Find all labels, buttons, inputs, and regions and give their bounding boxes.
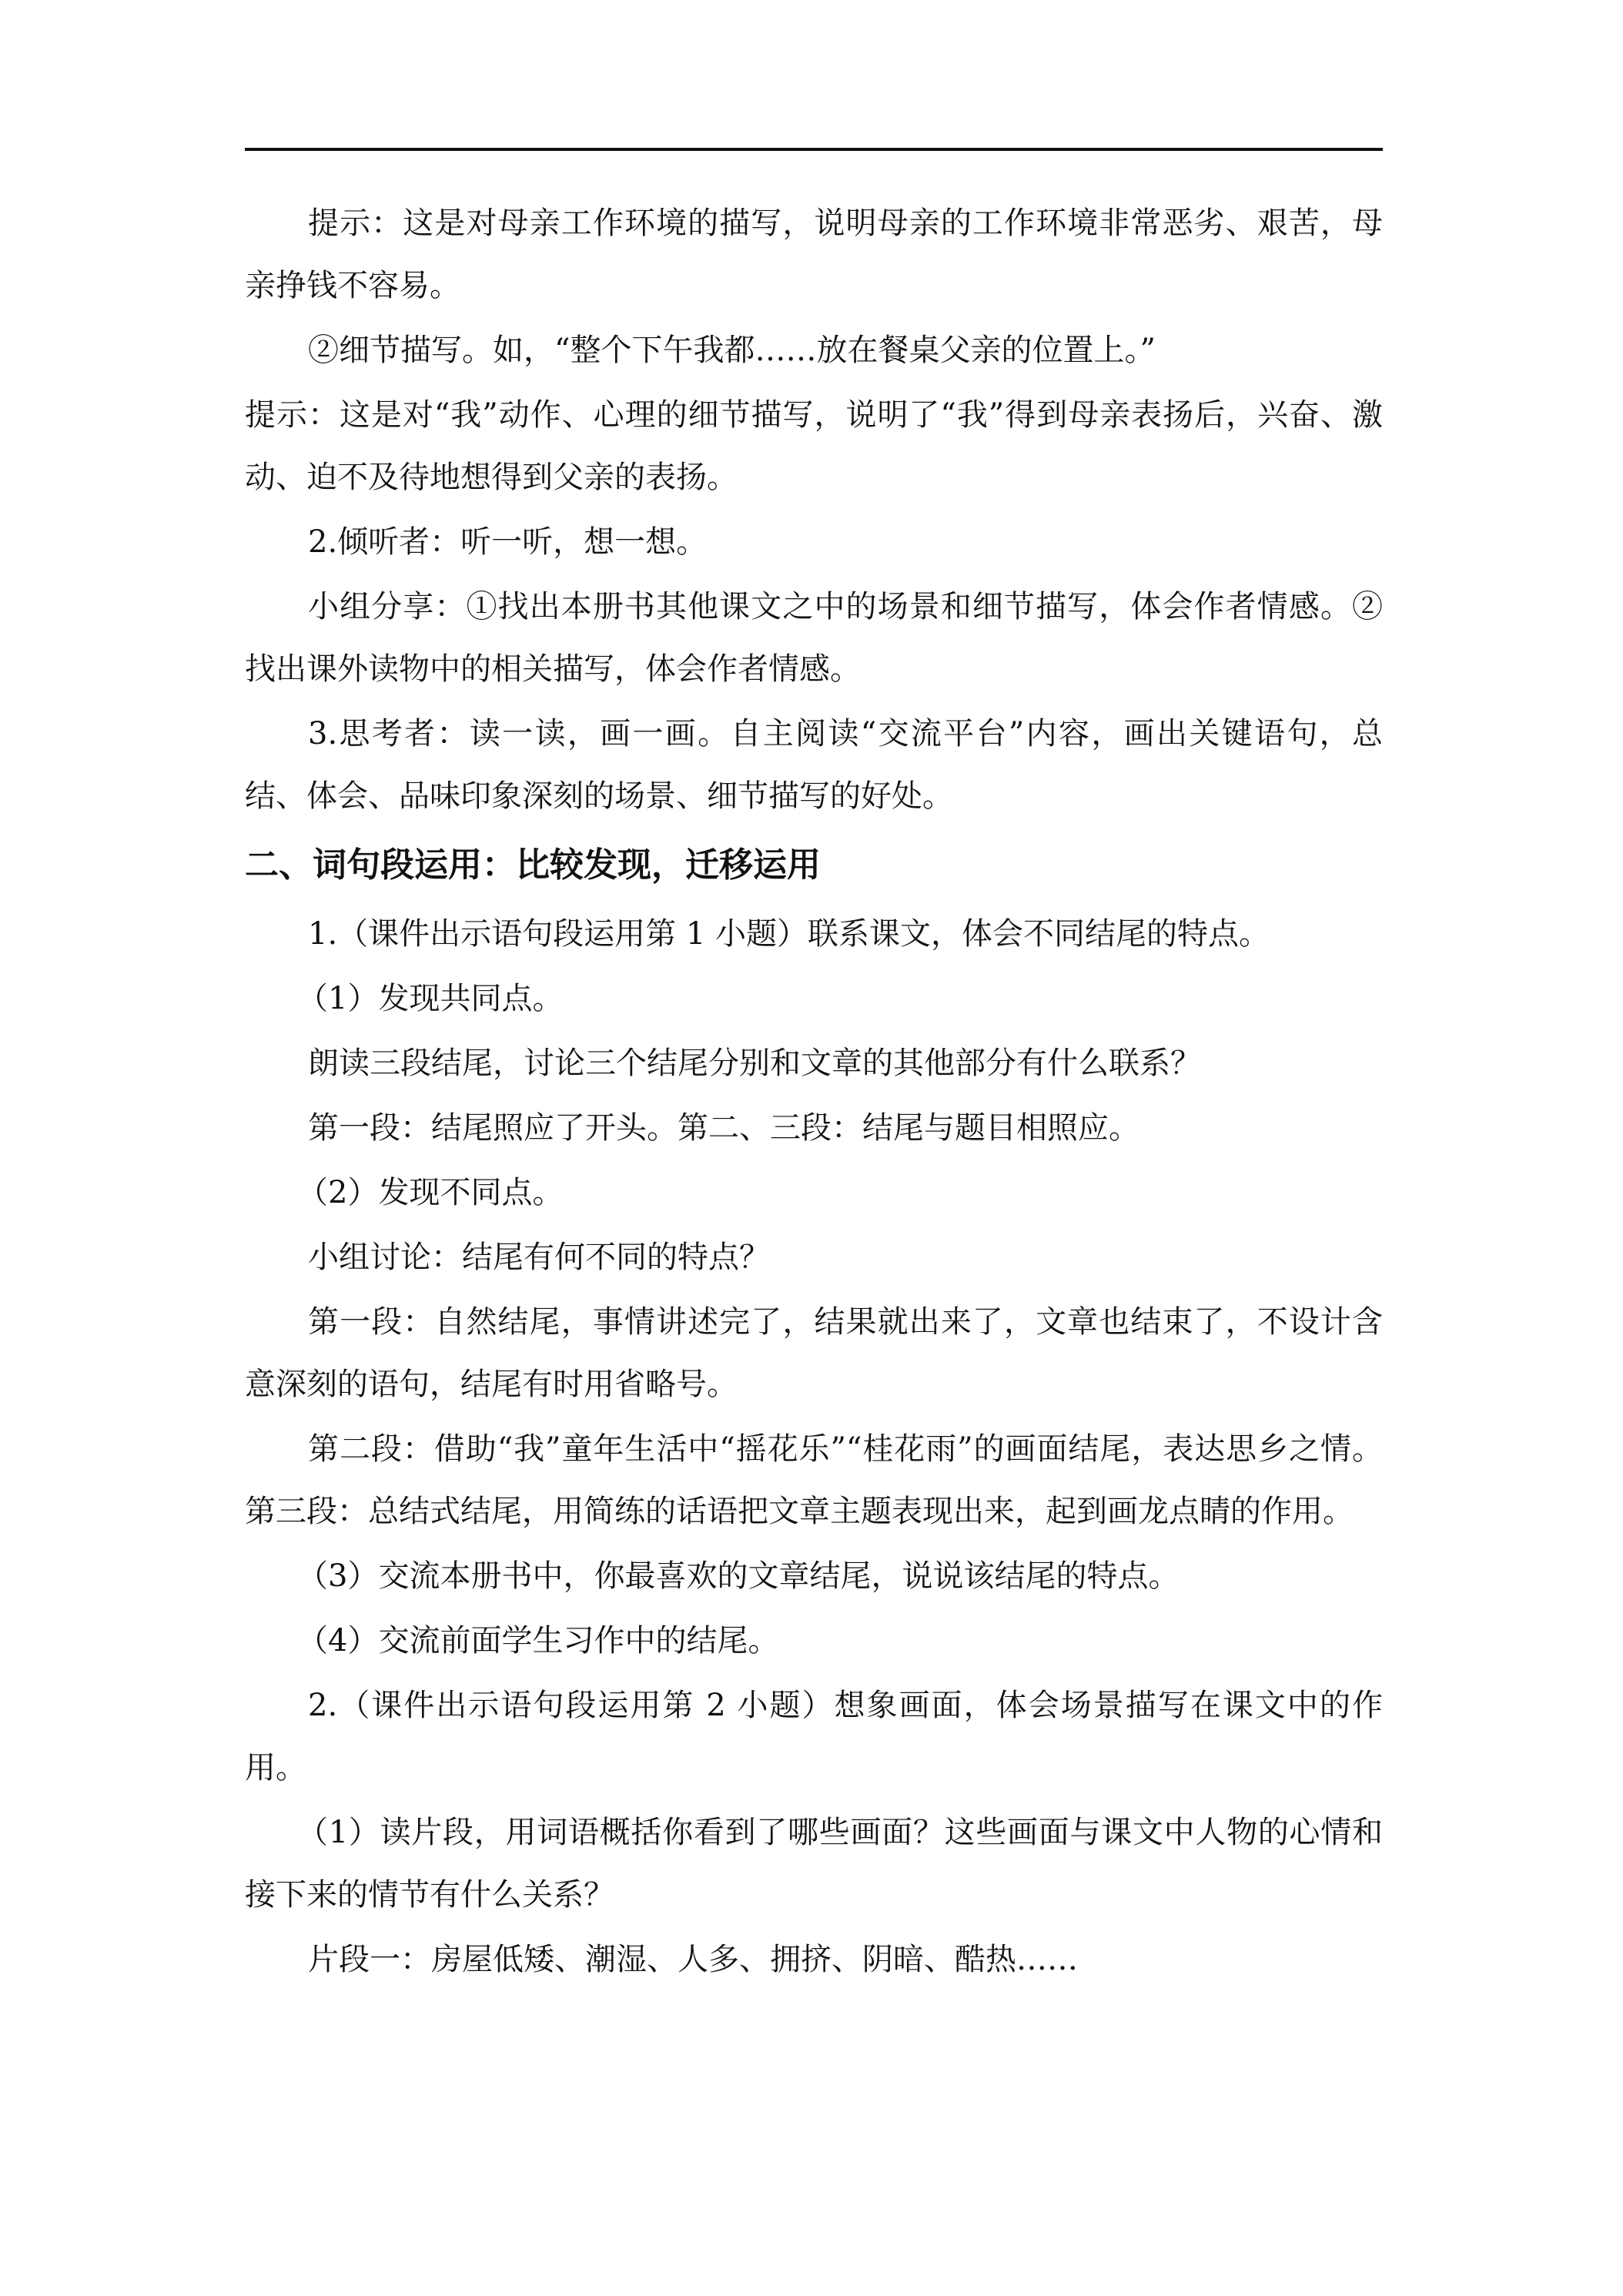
paragraph-read-endings: 朗读三段结尾，讨论三个结尾分别和文章的其他部分有什么联系？: [308, 1046, 1201, 1081]
paragraph-second-third-segments: 第二段：借助“我”童年生活中“摇花乐”“桂花雨”的画面结尾，表达思乡之情。第三段：总结式结尾，用简练的话语把文章主题表现出来，起到画龙点睛的作用。: [245, 1431, 1383, 1529]
paragraph-thinker: 3.思考者：读一读，画一画。自主阅读“交流平台”内容，画出关键语句，总结、体会、品味印象深刻的场景、细节描写的好处。: [245, 716, 1383, 814]
paragraph-exercise-1: 1.（课件出示语句段运用第 1 小题）联系课文，体会不同结尾的特点。: [308, 916, 1270, 952]
paragraph-detail-description: ②细节描写。如，“整个下午我都……放在餐桌父亲的位置上。”: [308, 333, 1156, 368]
paragraph-exercise-2: 2.（课件出示语句段运用第 2 小题）想象画面，体会场景描写在课文中的作用。: [245, 1688, 1383, 1786]
paragraph-read-fragment: （1）读片段，用词语概括你看到了哪些画面？这些画面与课文中人物的心情和接下来的情节有什么关系？: [245, 1815, 1383, 1913]
paragraph-find-common: （1）发现共同点。: [297, 981, 564, 1016]
paragraph-listener: 2.倾听者：听一听，想一想。: [308, 524, 708, 560]
paragraph-group-share: 小组分享：①找出本册书其他课文之中的场景和细节描写，体会作者情感。②找出课外读物中的相关描写，体会作者情感。: [245, 589, 1383, 687]
paragraph-hint-environment: 提示：这是对母亲工作环境的描写，说明母亲的工作环境非常恶劣、艰苦，母亲挣钱不容易。: [245, 206, 1383, 303]
section-heading: 二、词句段运用：比较发现，迁移运用: [245, 845, 821, 885]
paragraph-fragment-one: 片段一：房屋低矮、潮湿、人多、拥挤、阴暗、酷热……: [308, 1942, 1078, 1977]
document-body: [245, 192, 1383, 1993]
header-rule: [245, 148, 1383, 151]
paragraph-group-discussion: 小组讨论：结尾有何不同的特点？: [308, 1240, 770, 1275]
paragraph-hint-detail: 提示：这是对“我”动作、心理的细节描写，说明了“我”得到母亲表扬后，兴奋、激动、迫不及待地想得到父亲的表扬。: [245, 397, 1383, 495]
paragraph-find-differences: （2）发现不同点。: [297, 1175, 564, 1210]
paragraph-first-segment-natural: 第一段：自然结尾，事情讲述完了，结果就出来了，文章也结束了，不设计含意深刻的语句，结尾有时用省略号。: [245, 1304, 1383, 1402]
paragraph-first-segment-echo: 第一段：结尾照应了开头。第二、三段：结尾与题目相照应。: [308, 1110, 1139, 1146]
paragraph-favorite-ending: （3）交流本册书中，你最喜欢的文章结尾，说说该结尾的特点。: [297, 1558, 1180, 1594]
paragraph-student-endings: （4）交流前面学生习作中的结尾。: [297, 1623, 779, 1658]
